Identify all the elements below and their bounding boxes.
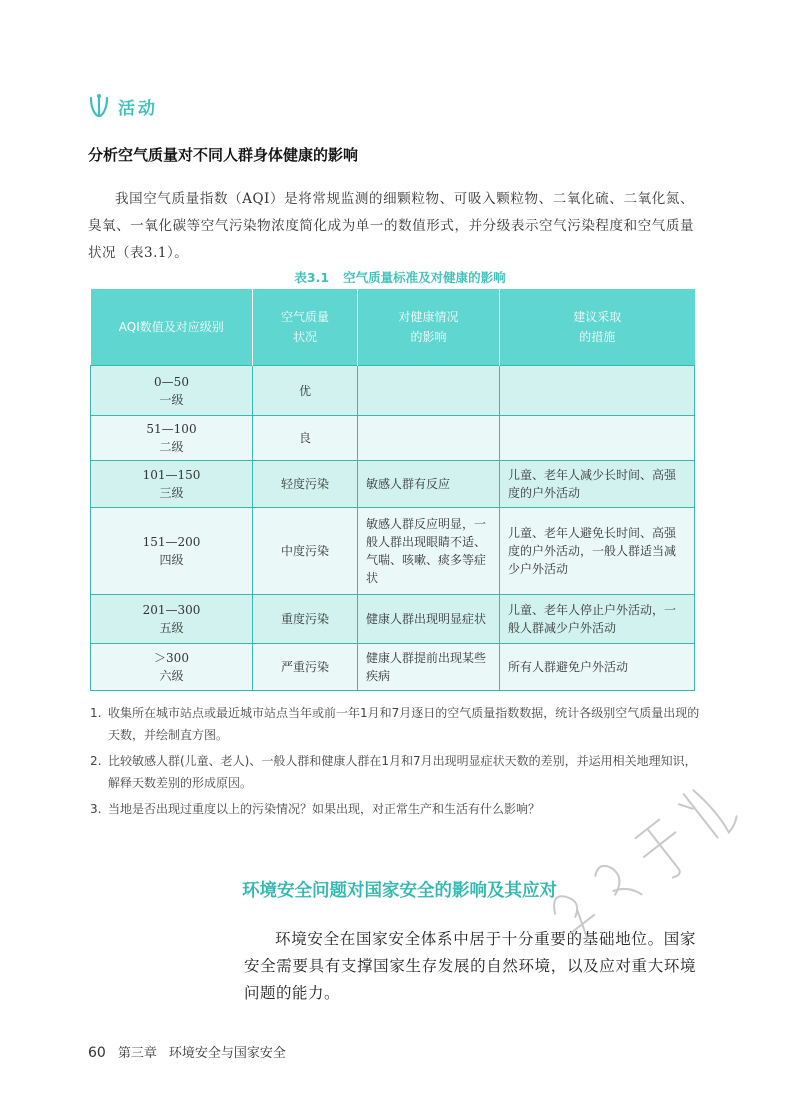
question-text: 收集所在城市站点或最近城市站点当年或前一年1月和7月逐日的空气质量指数数据，统计各级别空气质量出现的天数，并绘制直方图。 xyxy=(108,706,700,742)
effect-cell: 健康人群出现明显症状 xyxy=(358,595,500,644)
question-item xyxy=(90,702,700,746)
quality-cell: 中度污染 xyxy=(253,508,358,595)
question-text: 比较敏感人群(儿童、老人)、一般人群和健康人群在1月和7月出现明显症状天数的差别，并运用相关地理知识，解释天数差别的形成原因。 xyxy=(108,754,697,790)
aqi-range-cell: 51—100 二级 xyxy=(91,416,253,461)
effect-cell xyxy=(358,416,500,461)
header-effect: 对健康情况 的影响 xyxy=(358,289,500,366)
activity-label: 活动 xyxy=(118,98,158,119)
effect-cell: 敏感人群反应明显，一般人群出现眼睛不适、气喘、咳嗽、痰多等症状 xyxy=(358,508,500,595)
advice-cell: 儿童、老年人停止户外活动，一般人群减少户外活动 xyxy=(500,595,695,644)
table-title: 空气质量标准及对健康的影响 xyxy=(343,270,506,285)
advice-cell: 所有人群避免户外活动 xyxy=(500,644,695,691)
header-advice: 建议采取 的措施 xyxy=(500,289,695,366)
activity-header xyxy=(88,92,158,120)
header-aqi: AQI数值及对应级别 xyxy=(91,289,253,366)
aqi-range-cell: 201—300 五级 xyxy=(91,595,253,644)
table-row xyxy=(91,508,695,595)
aqi-range-cell: 0—50 一级 xyxy=(91,366,253,416)
quality-cell: 良 xyxy=(253,416,358,461)
chapter-label: 第三章 xyxy=(117,1046,157,1061)
advice-cell xyxy=(500,366,695,416)
question-item xyxy=(90,798,700,820)
section-subheading: 环境安全问题对国家安全的影响及其应对 xyxy=(242,881,557,901)
activity-icon xyxy=(88,92,110,120)
question-number: 3. xyxy=(90,802,102,816)
aqi-range-cell: 151—200 四级 xyxy=(91,508,253,595)
advice-cell: 儿童、老年人减少长时间、高强度的户外活动 xyxy=(500,461,695,508)
body-paragraph: 环境安全在国家安全体系中居于十分重要的基础地位。国家安全需要具有支撑国家生存发展的自然环境，以及应对重大环境问题的能力。 xyxy=(244,930,696,1002)
page-footer xyxy=(88,1042,286,1061)
quality-cell: 重度污染 xyxy=(253,595,358,644)
table-header-row xyxy=(91,289,695,366)
table-row xyxy=(91,461,695,508)
question-item xyxy=(90,750,700,794)
aqi-range-cell: ＞300 六级 xyxy=(91,644,253,691)
question-number: 2. xyxy=(90,754,102,768)
effect-cell xyxy=(358,366,500,416)
question-number: 1. xyxy=(90,706,102,720)
table-row xyxy=(91,366,695,416)
question-text: 当地是否出现过重度以上的污染情况？如果出现，对正常生产和生活有什么影响？ xyxy=(108,802,541,816)
table-row xyxy=(91,416,695,461)
intro-paragraph: 我国空气质量指数（AQI）是将常规监测的细颗粒物、可吸入颗粒物、二氧化硫、二氧化氮、臭氧、一氧化碳等空气污染物浓度简化成为单一的数值形式，并分级表示空气污染程度和空气质量状况（表3.1）。 xyxy=(88,191,694,261)
header-quality: 空气质量 状况 xyxy=(253,289,358,366)
question-list xyxy=(90,702,700,820)
quality-cell: 严重污染 xyxy=(253,644,358,691)
table-row xyxy=(91,595,695,644)
advice-cell xyxy=(500,416,695,461)
quality-cell: 优 xyxy=(253,366,358,416)
table-row xyxy=(91,644,695,691)
table-caption xyxy=(0,268,800,286)
effect-cell: 敏感人群有反应 xyxy=(358,461,500,508)
section-title: 分析空气质量对不同人群身体健康的影响 xyxy=(88,146,359,164)
advice-cell: 儿童、老年人避免长时间、高强度的户外活动，一般人群适当减少户外活动 xyxy=(500,508,695,595)
quality-cell: 轻度污染 xyxy=(253,461,358,508)
table-number: 表3.1 xyxy=(294,270,330,285)
page-number: 60 xyxy=(88,1045,106,1061)
chapter-title: 环境安全与国家安全 xyxy=(168,1046,286,1061)
effect-cell: 健康人群提前出现某些疾病 xyxy=(358,644,500,691)
aqi-range-cell: 101—150 三级 xyxy=(91,461,253,508)
aqi-table xyxy=(90,289,695,691)
